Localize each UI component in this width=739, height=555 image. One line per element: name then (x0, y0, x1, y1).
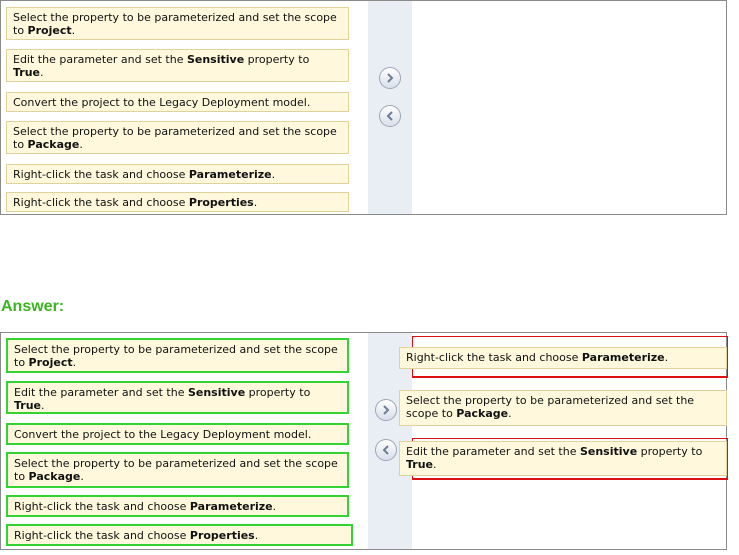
chevron-left-icon (384, 110, 396, 122)
q-item-6[interactable]: Right-click the task and choose Properties. (6, 192, 349, 212)
a-item-4[interactable]: Select the property to be parameterized and set the scope to Package. (6, 452, 349, 488)
chevron-right-icon (380, 404, 392, 416)
a-item-3[interactable]: Convert the project to the Legacy Deployment model. (6, 423, 349, 445)
answer-label: Answer: (1, 298, 65, 315)
chevron-right-icon (384, 72, 396, 84)
answer-move-right-button[interactable] (375, 399, 397, 421)
a-item-2[interactable]: Edit the parameter and set the Sensitive property to True. (6, 381, 349, 414)
q-item-5[interactable]: Right-click the task and choose Parameterize. (6, 164, 349, 184)
placed-item-1[interactable]: Right-click the task and choose Parameterize. (399, 347, 727, 369)
a-item-1[interactable]: Select the property to be parameterized and set the scope to Project. (6, 338, 349, 373)
move-left-button[interactable] (379, 105, 401, 127)
placed-item-3[interactable]: Edit the parameter and set the Sensitive property to True. (399, 441, 727, 476)
a-item-5[interactable]: Right-click the task and choose Parameterize. (6, 495, 349, 517)
a-item-6[interactable]: Right-click the task and choose Properties. (6, 524, 353, 546)
q-item-4[interactable]: Select the property to be parameterized and set the scope to Package. (6, 121, 349, 154)
q-item-3[interactable]: Convert the project to the Legacy Deployment model. (6, 92, 349, 112)
question-source-list (2, 2, 368, 213)
answer-source-list (2, 334, 368, 548)
answer-move-left-button[interactable] (375, 439, 397, 461)
question-arrow-column (368, 1, 412, 214)
chevron-left-icon (380, 444, 392, 456)
q-item-2[interactable]: Edit the parameter and set the Sensitive property to True. (6, 49, 349, 82)
question-panel (0, 0, 727, 215)
placed-item-2[interactable]: Select the property to be parameterized and set the scope to Package. (399, 390, 727, 426)
answer-panel (0, 332, 727, 550)
question-target-list[interactable] (412, 1, 726, 214)
move-right-button[interactable] (379, 67, 401, 89)
q-item-1[interactable]: Select the property to be parameterized and set the scope to Project. (6, 7, 349, 40)
